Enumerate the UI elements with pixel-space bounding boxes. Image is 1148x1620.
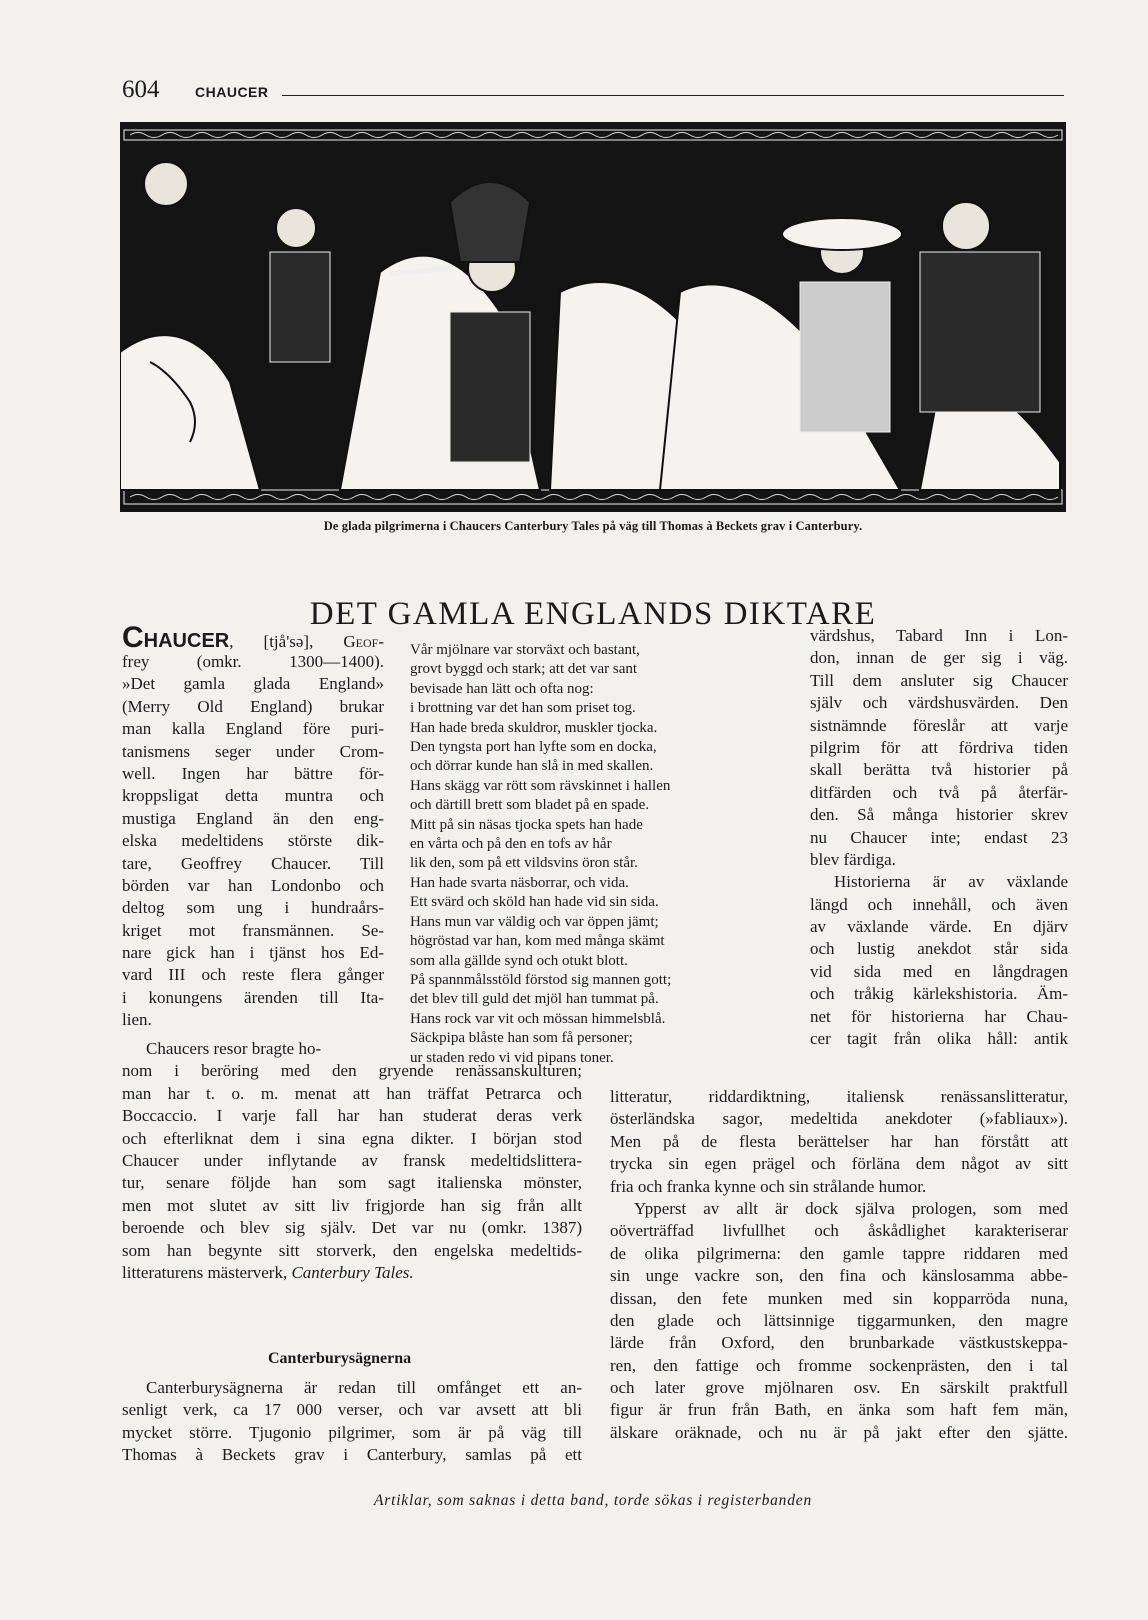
text-line: Till dem ansluter sig Chaucer — [810, 670, 1068, 690]
text-line: vid sida med en långdragen — [810, 961, 1068, 981]
text-line: längd och innehåll, och även — [810, 894, 1068, 914]
text-line: Thomas à Beckets grav i Canterbury, samlas på ett — [122, 1445, 582, 1465]
poem-line: det blev till guld det mjöl han tummat på. — [410, 991, 659, 1008]
poem-line: Ett svärd och sköld han hade vid sin sida. — [410, 894, 659, 911]
text-line: själv och värdshusvärden. Den — [810, 693, 1068, 713]
text-line: kriget mot fransmännen. Se- — [122, 920, 384, 940]
text-line: Ypperst av allt är dock själva prologen, som med — [634, 1198, 1068, 1218]
poem-line: På spannmålsstöld förstod sig mannen gott; — [410, 971, 672, 988]
text-line: net för historierna har Chau- — [810, 1006, 1068, 1026]
column-1 — [122, 621, 384, 1032]
text-line: trycka sin egen prägel och förläna dem något av sitt — [610, 1154, 1068, 1174]
text-line: sistnämnde föreslår att varje — [810, 715, 1068, 735]
poem-line: Han hade svarta näsborrar, och vida. — [410, 874, 629, 891]
poem — [410, 641, 795, 1068]
text-line: beroende och blev sig själv. Det var nu (omkr. 1387) — [122, 1218, 582, 1238]
poem-line: Den tyngsta port han lyfte som en docka, — [410, 739, 657, 756]
poem-line: som alla gällde synd och otukt blott. — [410, 952, 628, 969]
text-line: Men på de flesta berättelser har han förstått att — [610, 1131, 1068, 1151]
text-line: mustiga England än den eng- — [122, 808, 384, 828]
illustration-caption: De glada pilgrimerna i Chaucers Canterbury Tales på väg till Thomas à Beckets grav i Canterbury. — [323, 519, 863, 533]
text-line: tur, senare följde han som sagt italienska mönster, — [122, 1173, 582, 1193]
text-line: ditfärden och två på återfär- — [810, 782, 1068, 802]
text-line: well. Ingen har bättre för- — [122, 763, 384, 783]
text-line: Chaucers resor bragte ho- — [146, 1039, 322, 1058]
text-line: cer tagit från olika håll: antik — [810, 1029, 1068, 1049]
footer-note: Artiklar, som saknas i detta band, torde sökas i registerbanden — [373, 1492, 813, 1509]
text-line: ren, den fattige och fromme sockenprästen, den i tal — [610, 1355, 1068, 1375]
text-line: fria och franka kynne och sin strålande humor. — [610, 1176, 927, 1196]
text-line: figur är frun från Bath, en änka som haft fem män, — [610, 1400, 1068, 1420]
poem-line: och därtill brett som bladet på en spade. — [410, 797, 650, 814]
column-1-wide — [122, 1038, 582, 1284]
text-line: (Merry Old England) brukar — [122, 696, 384, 716]
poem-line: grovt byggd och stark; att det var sant — [410, 661, 638, 678]
text-line: dissan, den fete munken med sin kopparröda nuna, — [610, 1288, 1068, 1308]
text-line: deltog som ung i hundraårs- — [122, 898, 384, 918]
text-line: senligt verk, ca 17 000 verser, och var avsett att bli — [122, 1400, 582, 1420]
text-line: nu Chaucer inte; endast 23 — [810, 827, 1068, 847]
text-line: älskare oräknade, och nu är på jakt efter den sjätte. — [610, 1422, 1068, 1442]
text-line: och tråkig kärlekshistoria. Äm- — [810, 984, 1068, 1004]
text-line: nare gick han i tjänst hos Ed- — [122, 943, 384, 963]
text-line: och lustig anekdot står sida — [810, 939, 1068, 959]
subheading: Canterburysägnerna — [268, 1350, 412, 1367]
text-line: och efterliknat dem i sina egna dikter. I början stod — [122, 1128, 582, 1148]
text-line: i konungens ärenden till Ita- — [122, 987, 384, 1007]
text-line: »Det gamla glada England» — [122, 674, 384, 694]
poem-line: Hans skägg var rött som rävskinnet i hallen — [410, 777, 671, 794]
poem-line: Säckpipa blåste han som få personer; — [410, 1030, 633, 1047]
running-title: CHAUCER — [195, 84, 269, 100]
text-line: som han begynte sitt storverk, den engelska medeltids- — [122, 1240, 582, 1260]
text-line: man har t. o. m. menat att han träffat Petrarca och — [122, 1083, 582, 1103]
text-line: de olika pilgrimerna: den gamle tappre riddaren med — [610, 1243, 1068, 1263]
article-title: DET GAMLA ENGLANDS DIKTARE — [309, 596, 877, 633]
poem-line: i brottning var det han som priset tog. — [410, 700, 636, 717]
text-line: börden var han Londonbo och — [122, 875, 384, 895]
right-wide-text — [610, 1086, 1068, 1444]
text-line: Boccaccio. I varje fall har han studerat deras verk — [122, 1106, 582, 1126]
text-line: elska medeltidens störste dik- — [122, 831, 384, 851]
text-line: oöverträffad livfullhet och åskådlighet karakteriserar — [610, 1221, 1068, 1241]
text-line: mycket större. Tjugonio pilgrimer, som är på väg till — [122, 1422, 582, 1442]
text-line: värdshus, Tabard Inn i Lon- — [810, 626, 1068, 645]
text-line: kroppsligat detta muntra och — [122, 786, 384, 806]
text-line: lärde från Oxford, den brunbarkade västkustskeppa- — [610, 1333, 1068, 1353]
text-line: don, innan de ger sig i väg. — [810, 648, 1068, 668]
poem-line: Hans mun var väldig och var öppen jämt; — [410, 913, 659, 930]
poem-line: högröstad var han, kom med många skämt — [410, 933, 665, 950]
header-rule — [282, 95, 1064, 96]
text-line: man kalla England före puri- — [122, 719, 384, 739]
text-line: men mot slutet av sitt liv frigjorde han sig från allt — [122, 1195, 582, 1215]
text-line: den glade och lättsinnige tiggarmunken, den magre — [610, 1310, 1068, 1330]
poem-line: en vårta och på den en tofs av hår — [410, 836, 612, 853]
text-line: av växlande värde. En djärv — [810, 917, 1068, 937]
text-line: sin unge vackre son, den fina och känslosamma abbe- — [610, 1266, 1068, 1286]
text-line: vard III och reste flera gånger — [122, 965, 384, 985]
text-line: tare, Geoffrey Chaucer. Till — [122, 853, 384, 873]
text-line: och later grove mjölnaren osv. En särskilt praktfull — [610, 1378, 1068, 1398]
poem-line: lik den, som på ett vildsvins öron står. — [410, 855, 638, 872]
text-line: litteratur, riddardiktning, italiensk renässanslitteratur, — [610, 1087, 1068, 1106]
text-line: nom i beröring med den gryende renässanskulturen; — [122, 1061, 582, 1081]
text-line: frey (omkr. 1300—1400). — [122, 652, 384, 671]
poem-line: Han hade breda skuldror, muskler tjocka. — [410, 719, 658, 736]
text-line: lien. — [122, 1010, 152, 1030]
poem-line: Mitt på sin näsas tjocka spets han hade — [410, 816, 643, 833]
text-line: Historierna är av växlande — [834, 872, 1068, 892]
subsection-text — [122, 1377, 582, 1467]
pilgrims-illustration — [120, 122, 1066, 512]
text-line: Chaucer under inflytande av fransk medeltidslittera- — [122, 1150, 582, 1170]
text-line: tanismens seger under Crom- — [122, 741, 384, 761]
text-line: Canterburysägnerna är redan till omfånget ett an- — [146, 1378, 582, 1397]
lead-line: CHAUCER, [tjå'sə], Geof- — [122, 621, 384, 654]
poem-line: Hans rock var vit och mössan himmelsblå. — [410, 1010, 666, 1027]
poem-line: ur staden redo vi vid pipans toner. — [410, 1049, 614, 1066]
page-number: 604 — [122, 76, 160, 103]
text-line: skall berätta två historier på — [810, 760, 1068, 780]
poem-line: bevisade han lätt och ofta nog: — [410, 680, 594, 697]
text-line: den. Så många historier skrev — [810, 805, 1068, 825]
poem-line: och dörrar kunde han slå in med skallen. — [410, 758, 654, 775]
poem-line: Vår mjölnare var storväxt och bastant, — [410, 642, 640, 658]
text-line: blev färdiga. — [810, 849, 896, 869]
column-3 — [810, 625, 1068, 1050]
text-line: pilgrim för att fördriva tiden — [810, 737, 1068, 757]
text-line: österländska sagor, medeltida anekdoter (»fabliaux»). — [610, 1109, 1068, 1129]
text-line: litteraturens mästerverk, Canterbury Tales. — [122, 1262, 414, 1282]
